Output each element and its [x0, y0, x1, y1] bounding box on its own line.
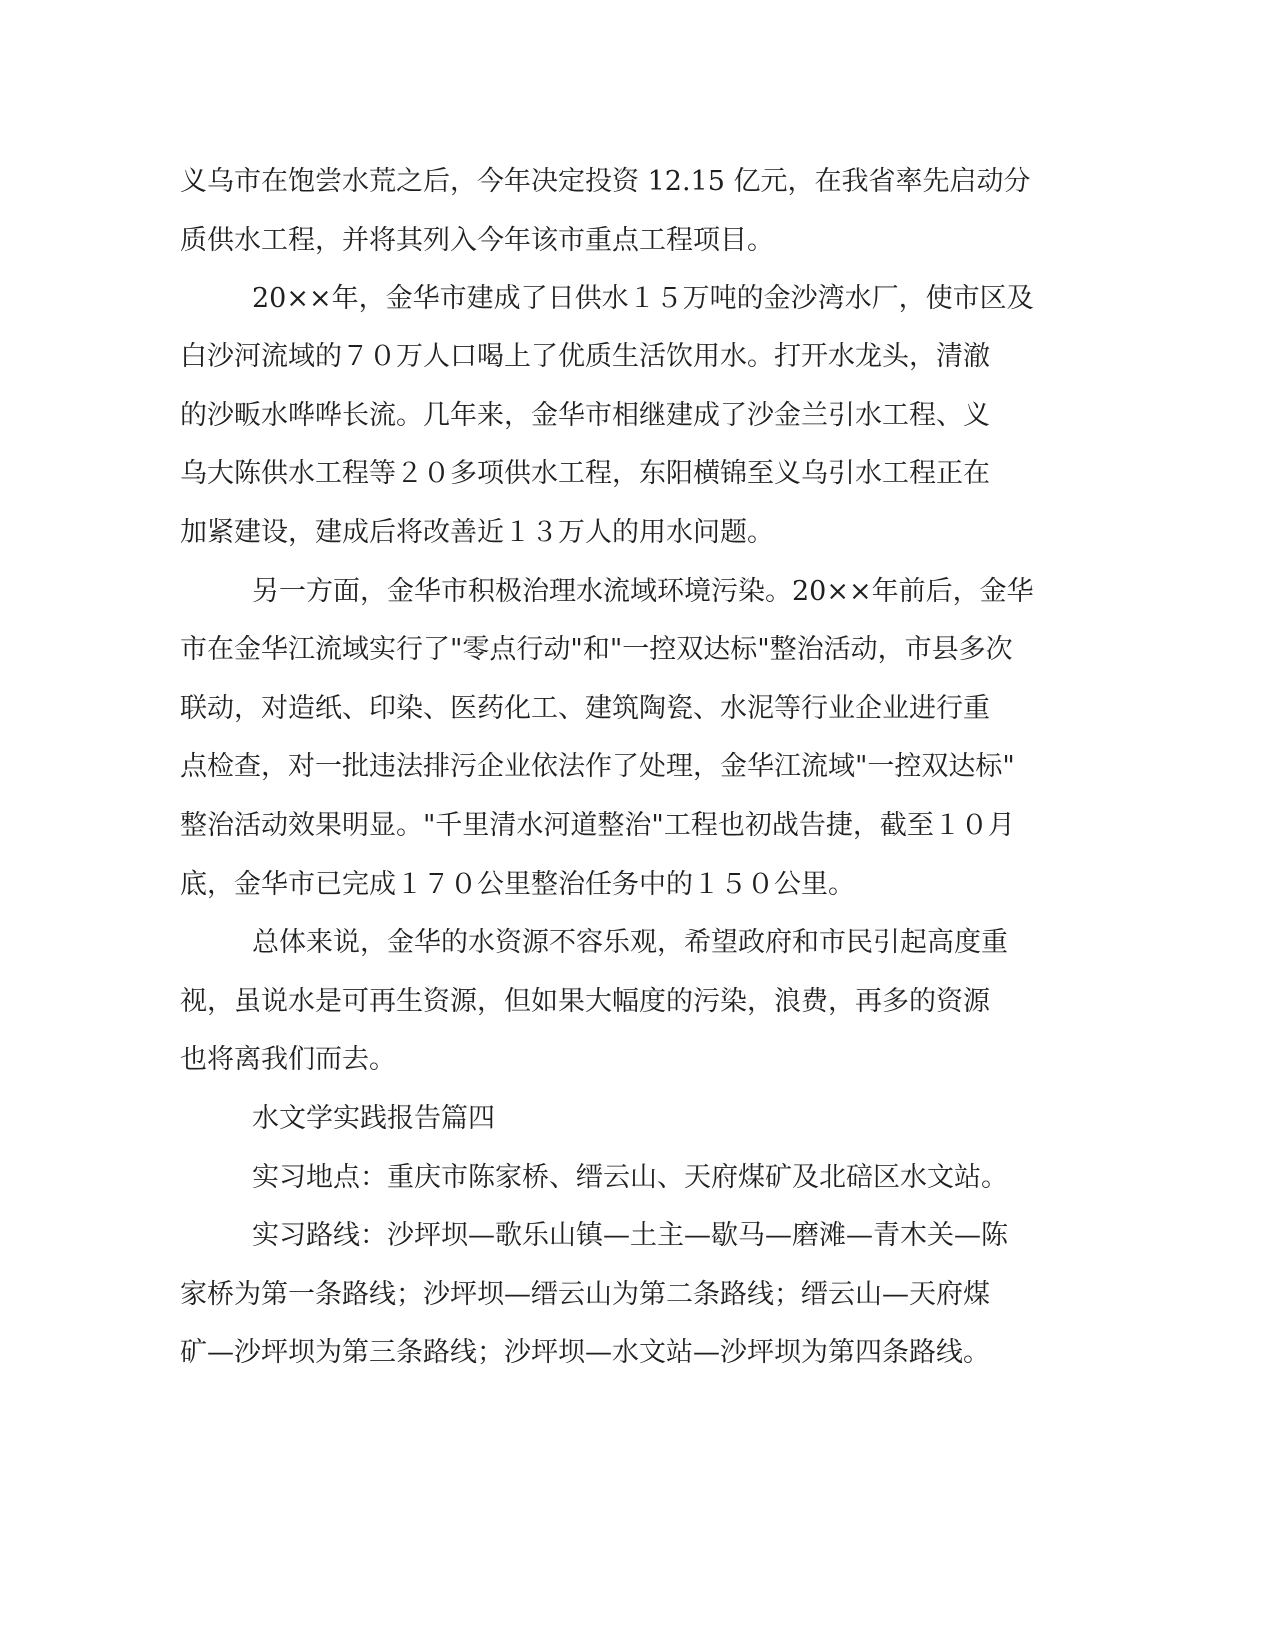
text-line: 家桥为第一条路线；沙坪坝—缙云山为第二条路线；缙云山—天府煤 — [180, 1279, 990, 1310]
text-line: 另一方面，金华市积极治理水流域环境污染。20××年前后，金华 — [252, 576, 1034, 607]
text-line: 市在金华江流域实行了"零点行动"和"一控双达标"整治活动，市县多次 — [180, 634, 1013, 665]
text-line: 实习路线：沙坪坝—歌乐山镇—土主—歇马—磨滩—青木关—陈 — [252, 1220, 1008, 1251]
text-line: 质供水工程，并将其列入今年该市重点工程项目。 — [180, 225, 774, 256]
text-line: 底，金华市已完成１７０公里整治任务中的１５０公里。 — [180, 869, 855, 900]
text-line: 总体来说，金华的水资源不容乐观，希望政府和市民引起高度重 — [252, 927, 1008, 958]
text-line: 乌大陈供水工程等２０多项供水工程，东阳横锦至义乌引水工程正在 — [180, 458, 990, 489]
text-line: 视，虽说水是可再生资源，但如果大幅度的污染，浪费，再多的资源 — [180, 986, 990, 1017]
text-line: 义乌市在饱尝水荒之后，今年决定投资 12.15 亿元，在我省率先启动分 — [180, 166, 1031, 197]
text-line: 白沙河流域的７０万人口喝上了优质生活饮用水。打开水龙头，清澈 — [180, 341, 990, 372]
text-line: 20××年，金华市建成了日供水１５万吨的金沙湾水厂，使市区及 — [252, 283, 1034, 314]
text-line: 点检查，对一批违法排污企业依法作了处理，金华江流域"一控双达标" — [180, 751, 1015, 782]
section-heading: 水文学实践报告篇四 — [252, 1103, 495, 1134]
text-line: 的沙畈水哗哗长流。几年来，金华市相继建成了沙金兰引水工程、义 — [180, 400, 990, 431]
text-line: 加紧建设，建成后将改善近１３万人的用水问题。 — [180, 517, 774, 548]
text-line: 整治活动效果明显。"千里清水河道整治"工程也初战告捷，截至１０月 — [180, 810, 1015, 841]
text-line: 联动，对造纸、印染、医药化工、建筑陶瓷、水泥等行业企业进行重 — [180, 693, 990, 724]
text-line: 实习地点：重庆市陈家桥、缙云山、天府煤矿及北碚区水文站。 — [252, 1162, 1008, 1193]
text-line: 也将离我们而去。 — [180, 1044, 396, 1075]
text-line: 矿—沙坪坝为第三条路线；沙坪坝—水文站—沙坪坝为第四条路线。 — [180, 1337, 990, 1368]
